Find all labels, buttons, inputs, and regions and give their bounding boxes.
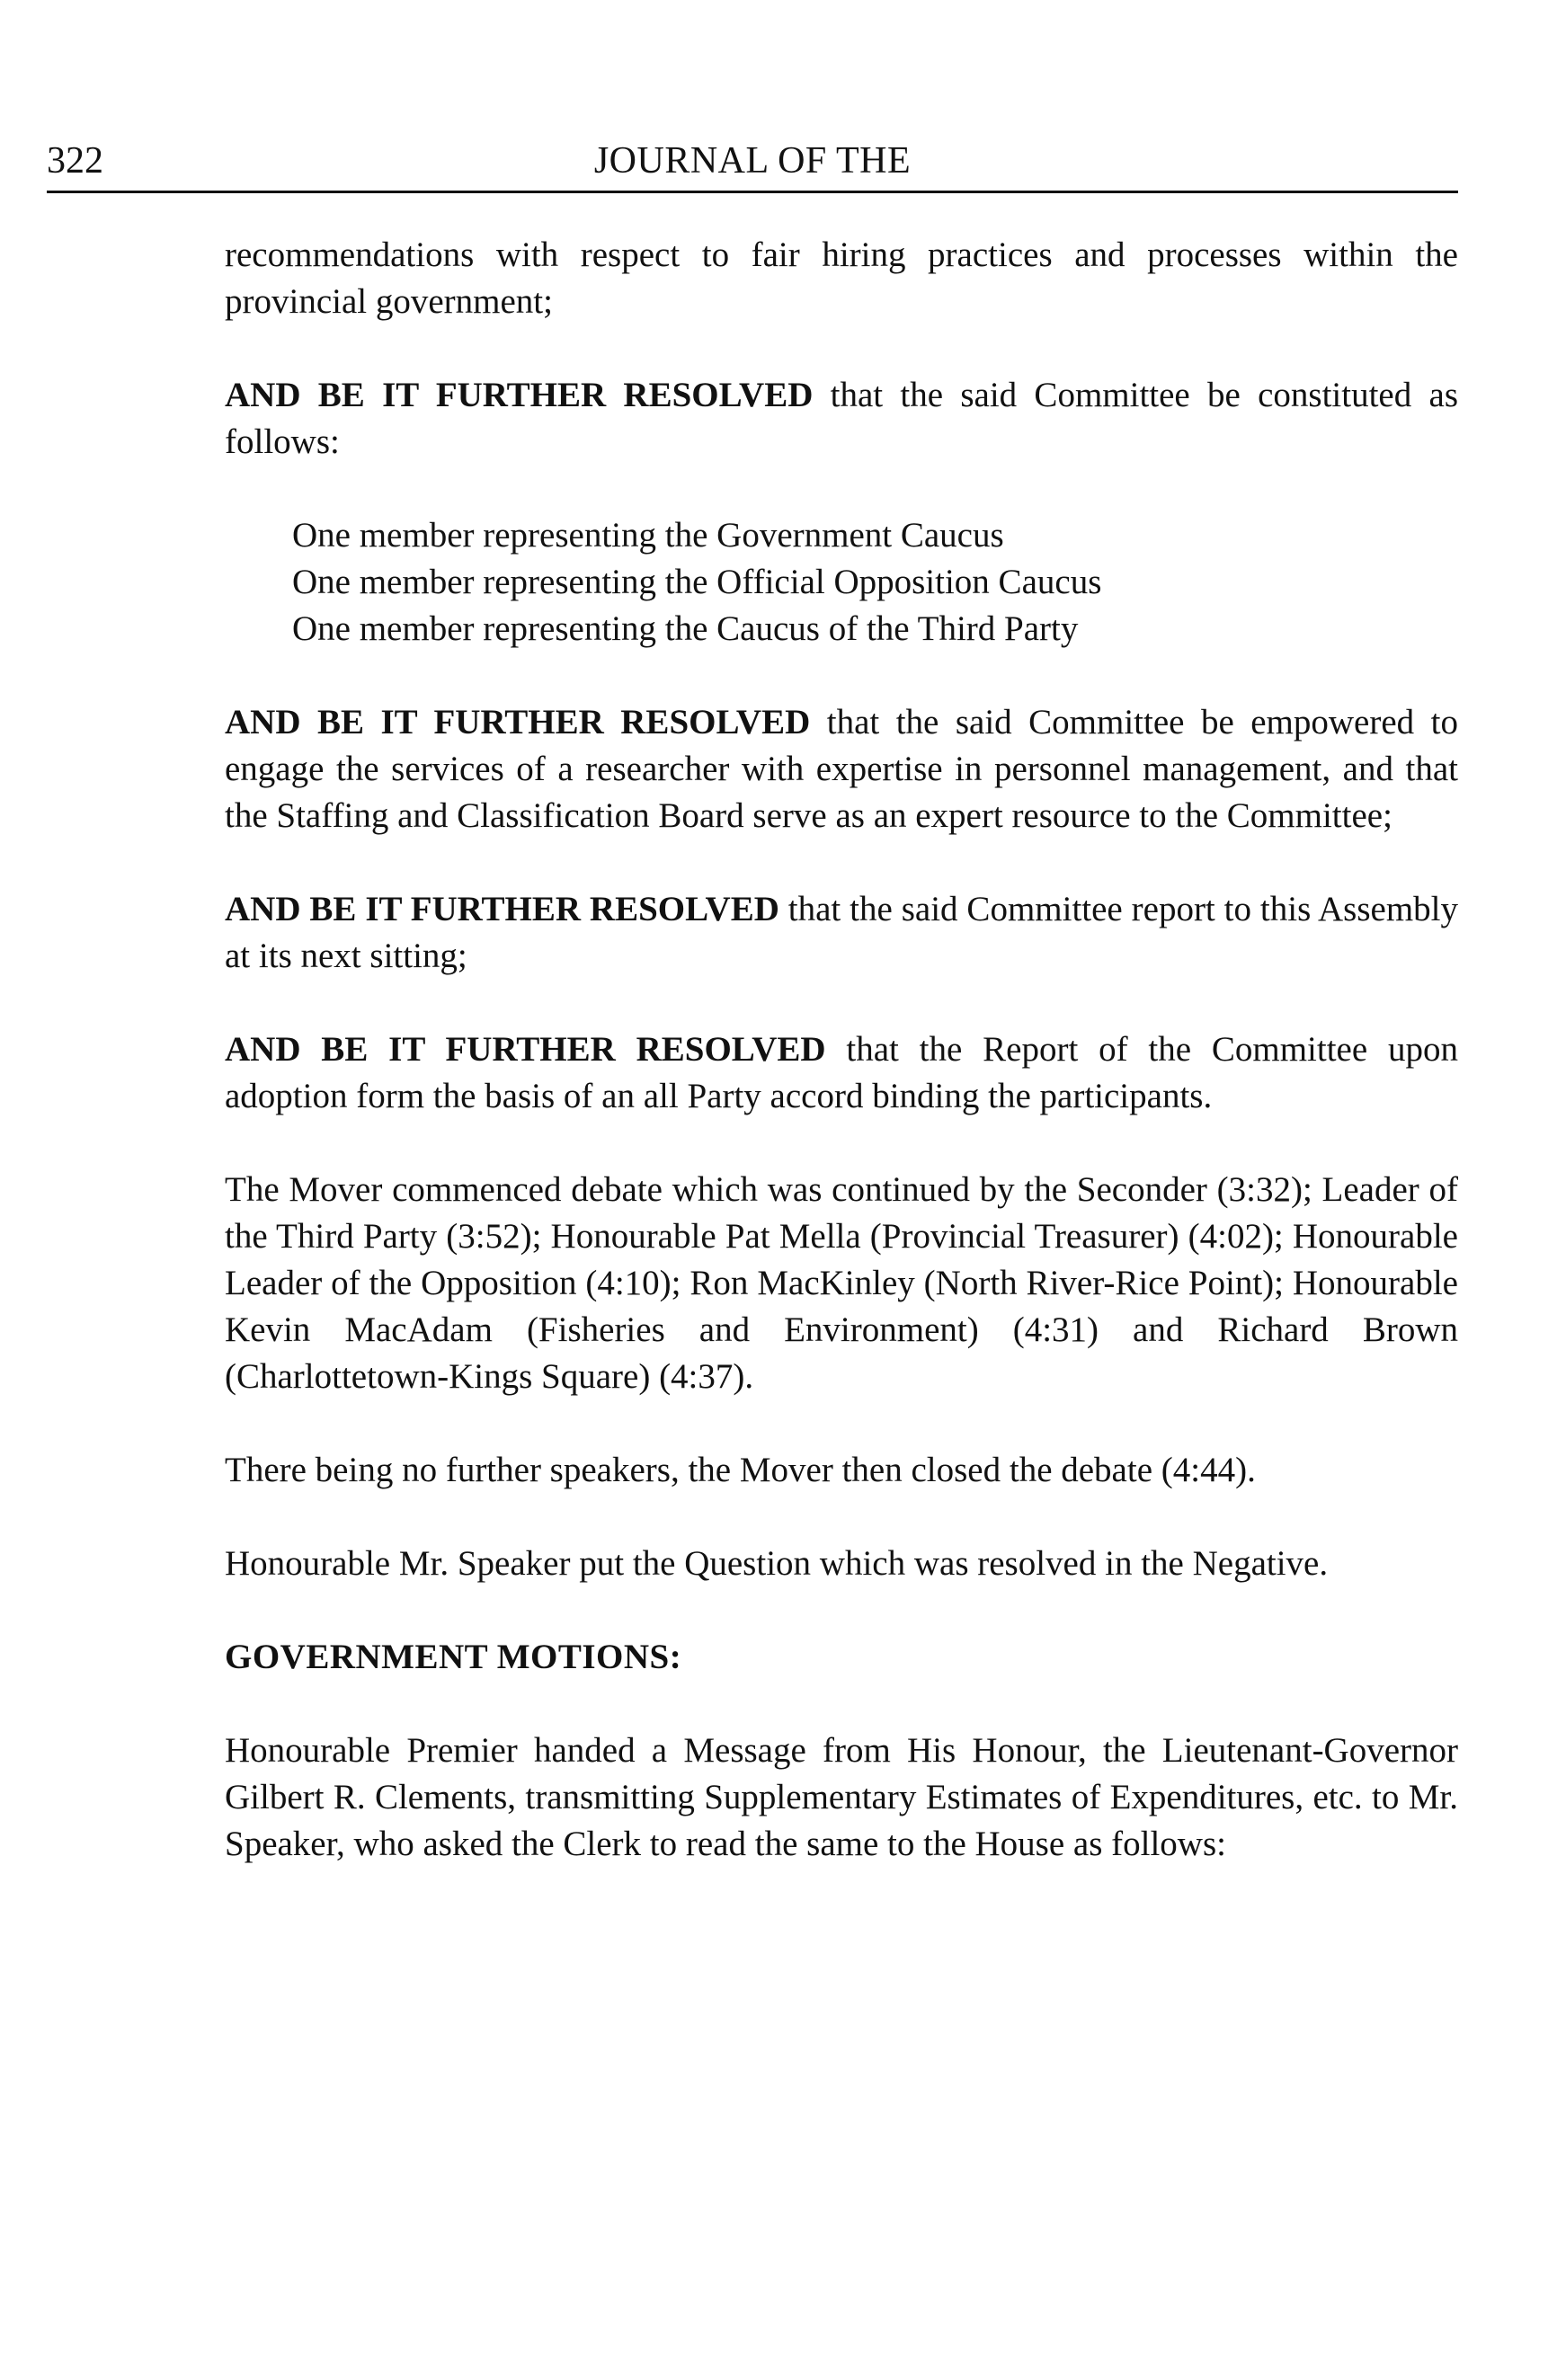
paragraph-closed-debate: There being no further speakers, the Mover then closed the debate (4:44).: [225, 1451, 1256, 1489]
resolution-lead: AND BE IT FURTHER RESOLVED: [225, 376, 814, 414]
paragraph-question: Honourable Mr. Speaker put the Question which was resolved in the Negative.: [225, 1544, 1329, 1583]
resolution-lead: AND BE IT FURTHER RESOLVED: [225, 703, 811, 742]
paragraph-message: Honourable Premier handed a Message from His Honour, the Lieutenant-Governor Gilbert R. Clements, transmitting Supplementary Estimates of Expenditures, etc. to Mr. Speaker, who asked the Clerk to read the same to the House as follows:: [225, 1731, 1458, 1863]
resolution-report: [225, 886, 1458, 980]
running-title: JOURNAL OF THE: [593, 140, 912, 182]
list-item: One member representing the Caucus of the Third Party: [292, 609, 1079, 648]
list-item: One member representing the Official Opposition Caucus: [292, 563, 1102, 601]
resolution-accord: [225, 1026, 1458, 1120]
resolution-text: that the Report of the Committee upon adoption form the basis of an all Party accord binding the participants.: [225, 1030, 1458, 1115]
list-item: One member representing the Government Caucus: [292, 516, 1004, 555]
paragraph-recommendations: recommendations with respect to fair hiring practices and processes within the provincial government;: [225, 235, 1458, 321]
resolution-text: that the said Committee be empowered to engage the services of a researcher with expertise in personnel management, and that the Staffing and Classification Board serve as an expert resource to the Committee;: [225, 703, 1458, 835]
resolution-empowered: [225, 699, 1458, 839]
section-heading: GOVERNMENT MOTIONS:: [225, 1638, 682, 1676]
resolution-constituted: [225, 372, 1458, 466]
resolution-text: that the said Committee report to this Assembly at its next sitting;: [225, 890, 1458, 975]
resolution-lead: AND BE IT FURTHER RESOLVED: [225, 1030, 826, 1069]
resolution-lead: AND BE IT FURTHER RESOLVED: [225, 890, 779, 928]
paragraph-debate: The Mover commenced debate which was continued by the Seconder (3:32); Leader of the Third Party (3:52); Honourable Pat Mella (Provincial Treasurer) (4:02); Honourable Leader of the Opposition (4:10); Ron MacKinley (North River-Rice Point); Honourable Kevin MacAdam (Fisheries and Environment) (4:31) and Richard Brown (Charlottetown-Kings Square) (4:37).: [225, 1170, 1458, 1396]
header-rule: [47, 191, 1458, 193]
page-header: [47, 135, 1458, 187]
resolution-text: that the said Committee be constituted as follows:: [225, 376, 1458, 461]
committee-members-list: [292, 512, 1458, 653]
page-number: 322: [47, 140, 103, 182]
page-body: [225, 232, 1458, 1914]
